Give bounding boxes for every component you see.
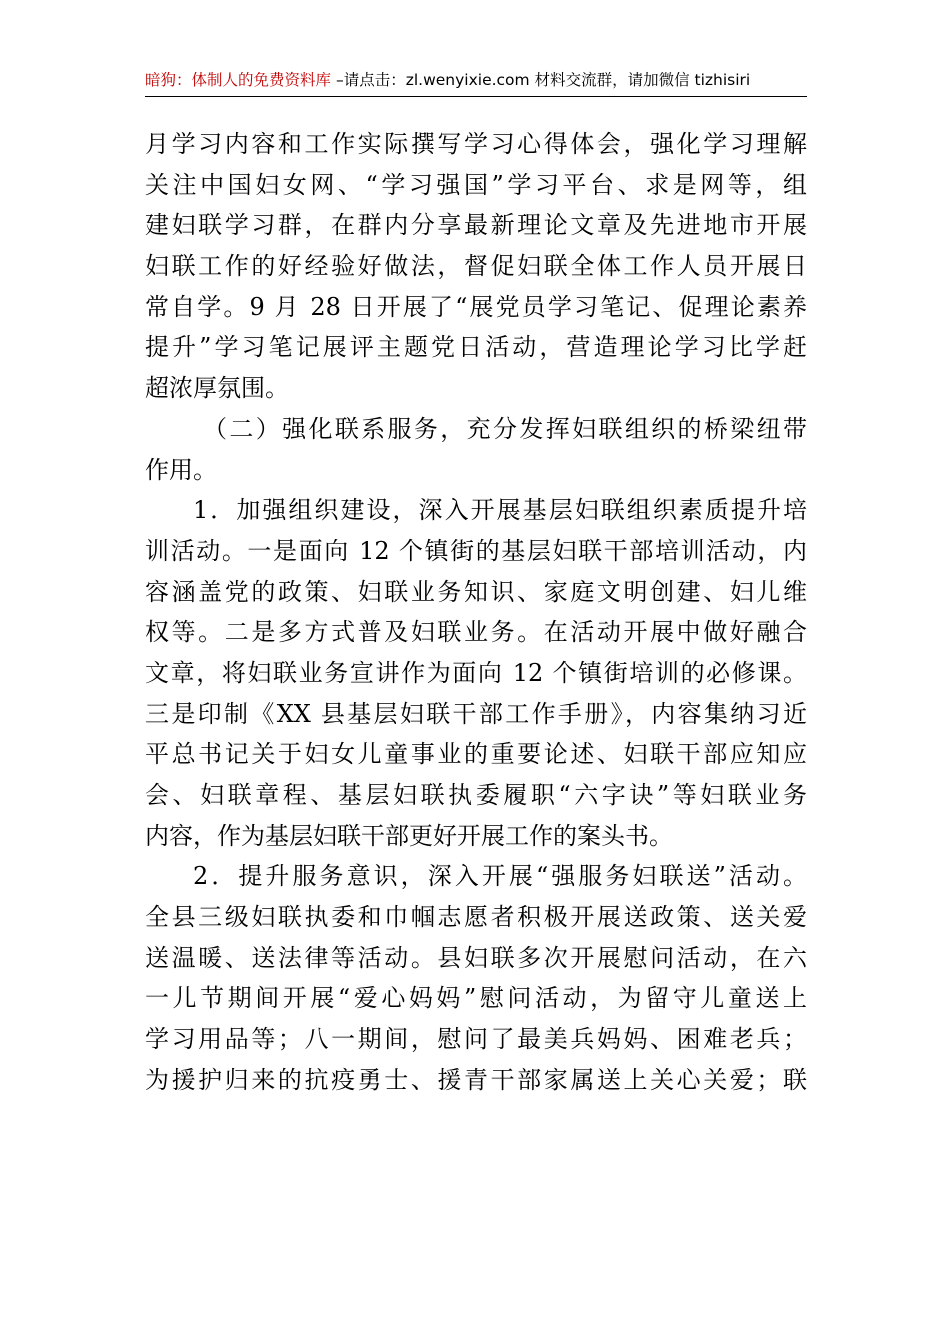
text-line: 会、妇联章程、基层妇联执委履职“六字诀”等妇联业务 <box>145 781 807 809</box>
text-line: 训活动。一是面向 12 个镇街的基层妇联干部培训活动，内 <box>145 536 807 565</box>
section-heading: （二）强化联系服务，充分发挥妇联组织的桥梁纽带 <box>203 414 807 443</box>
text-line: 月学习内容和工作实际撰写学习心得体会，强化学习理解 <box>145 130 807 158</box>
text-line: 三是印制《XX 县基层妇联干部工作手册》，内容集纳习近 <box>145 699 807 728</box>
text-line: 权等。二是多方式普及妇联业务。在活动开展中做好融合 <box>145 618 807 647</box>
text-line: 为援护归来的抗疫勇士、援青干部家属送上关心关爱；联 <box>145 1065 807 1094</box>
section-heading-continued: 作用。 <box>145 455 217 484</box>
text-line: 建妇联学习群，在群内分享最新理论文章及先进地市开展 <box>145 211 807 240</box>
text-line: 提升”学习笔记展评主题党日活动，营造理论学习比学赶 <box>145 333 807 362</box>
document-body <box>145 124 807 1101</box>
paragraph-heading: 2．提升服务意识，深入开展“强服务妇联送”活动。 <box>193 862 807 891</box>
text-line: 内容，作为基层妇联干部更好开展工作的案头书。 <box>145 821 673 850</box>
text-line: 送温暖、送法律等活动。县妇联多次开展慰问活动，在六 <box>145 943 807 972</box>
paragraph-heading: 1．加强组织建设，深入开展基层妇联组织素质提升培 <box>193 496 807 525</box>
text-line: 关注中国妇女网、“学习强国”学习平台、求是网等，组 <box>145 170 807 199</box>
text-line: 文章，将妇联业务宣讲作为面向 12 个镇街培训的必修课。 <box>145 658 807 687</box>
text-line: 超浓厚氛围。 <box>145 374 289 403</box>
text-line: 平总书记关于妇女儿童事业的重要论述、妇联干部应知应 <box>145 740 807 769</box>
text-line: 容涵盖党的政策、妇联业务知识、家庭文明创建、妇儿维 <box>145 577 807 606</box>
header-wechat-note: 材料交流群，请加微信 tizhisiri <box>529 71 751 89</box>
text-line: 一儿节期间开展“爱心妈妈”慰问活动，为留守儿童送上 <box>145 984 807 1013</box>
header-site-name: 暗狗：体制人的免费资料库 <box>145 71 332 89</box>
header-divider <box>145 96 807 97</box>
text-line: 全县三级妇联执委和巾帼志愿者积极开展送政策、送关爱 <box>145 903 807 932</box>
header-click-prompt: –请点击： <box>331 71 406 89</box>
text-line: 常自学。9 月 28 日开展了“展党员学习笔记、促理论素养 <box>145 292 807 321</box>
header-link[interactable]: zl.wenyixie.com <box>405 71 530 89</box>
page-header <box>145 66 807 94</box>
text-line: 学习用品等；八一期间，慰问了最美兵妈妈、困难老兵； <box>145 1025 807 1054</box>
text-line: 妇联工作的好经验好做法，督促妇联全体工作人员开展日 <box>145 252 807 281</box>
